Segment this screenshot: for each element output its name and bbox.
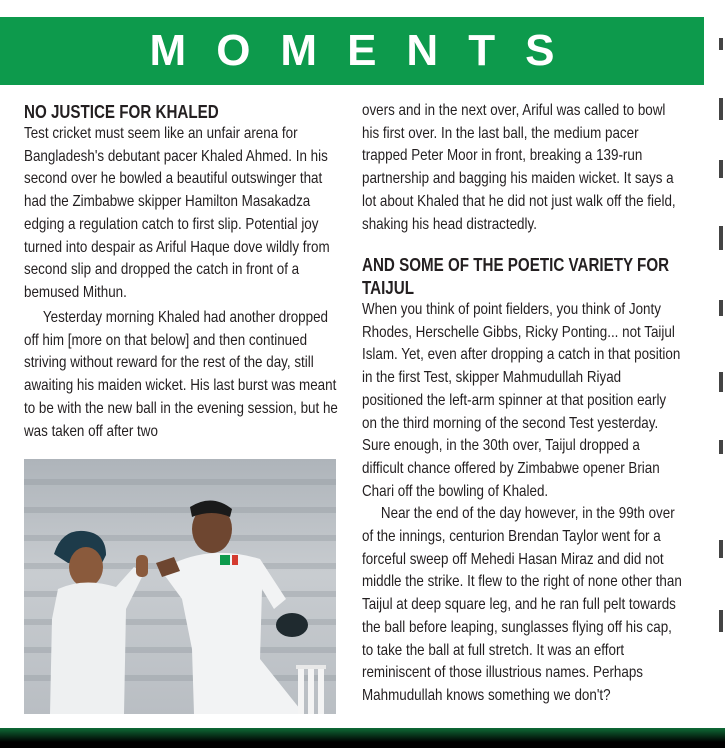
section-banner: [0, 17, 704, 85]
footer-bar: [0, 728, 725, 748]
story1-column-left: [24, 100, 344, 445]
story2-column: [362, 100, 684, 708]
story1-heading: NO JUSTICE FOR KHALED: [24, 101, 219, 122]
story2-heading: AND SOME OF THE POETIC VARIETY FOR TAIJUL: [362, 254, 670, 298]
match-photo: [24, 459, 336, 714]
section-title: MOMENTS: [149, 26, 585, 75]
adjacent-column-edge: [709, 0, 725, 748]
story2-paragraph-2: Near the end of the day however, in the 99th over of the innings, centurion Brendan Taylor went for a forceful sweep off Mehedi Hasan Miraz and did not middle the strike. It flew to the right of none other than Taijul at deep square leg, and he ran full pelt towards the ball before leaping, sunglasses flying off his cap, to take the ball at full stretch. It was an effort reminiscent of those illustrious names. Perhaps Mahmudullah knows something we don't?: [362, 505, 682, 704]
spacer: [362, 239, 684, 253]
story1-paragraph-2-start: [24, 307, 344, 445]
story1-paragraph-2: Yesterday morning Khaled had another dropped off him [more on that below] and then continued striving without reward for the rest of the day, still awaiting his maiden wicket. His last burst was meant to be with the new ball in the evening session, but he was taken off after two: [24, 309, 338, 440]
story1-paragraph-1: Test cricket must seem like an unfair arena for Bangladesh's debutant pacer Khaled Ahmed. In his second over he bowled a beautiful outswinger that had the Zimbabwe skipper Hamilton Masakadza edging a regulation catch to first slip. Potential joy turned into despair as Ariful Haque dove wildly from second slip and dropped the catch in front of a bemused Mithun.: [24, 125, 330, 301]
story2-paragraph-1: When you think of point fielders, you think of Jonty Rhodes, Herschelle Gibbs, Ricky Ponting... not Taijul Islam. Yet, even after dropping a catch in that position in the first Test, skipper Mahmudullah Riyad positioned the left-arm spinner at that position early on the third morning of the second Test yesterday. Sure enough, in the 30th over, Taijul dropped a difficult chance offered by Zimbabwe opener Brian Chari off the bowling of Khaled.: [362, 301, 681, 500]
players-celebrating-image: [24, 459, 336, 714]
story1-continuation: overs and in the next over, Ariful was called to bowl his first over. In the last ball, the medium pacer trapped Peter Moor in front, breaking a 139-run partnership and bagging his maiden wicket. It says a lot about Khaled that he did not just walk off the field, shaking his head distractedly.: [362, 102, 676, 233]
